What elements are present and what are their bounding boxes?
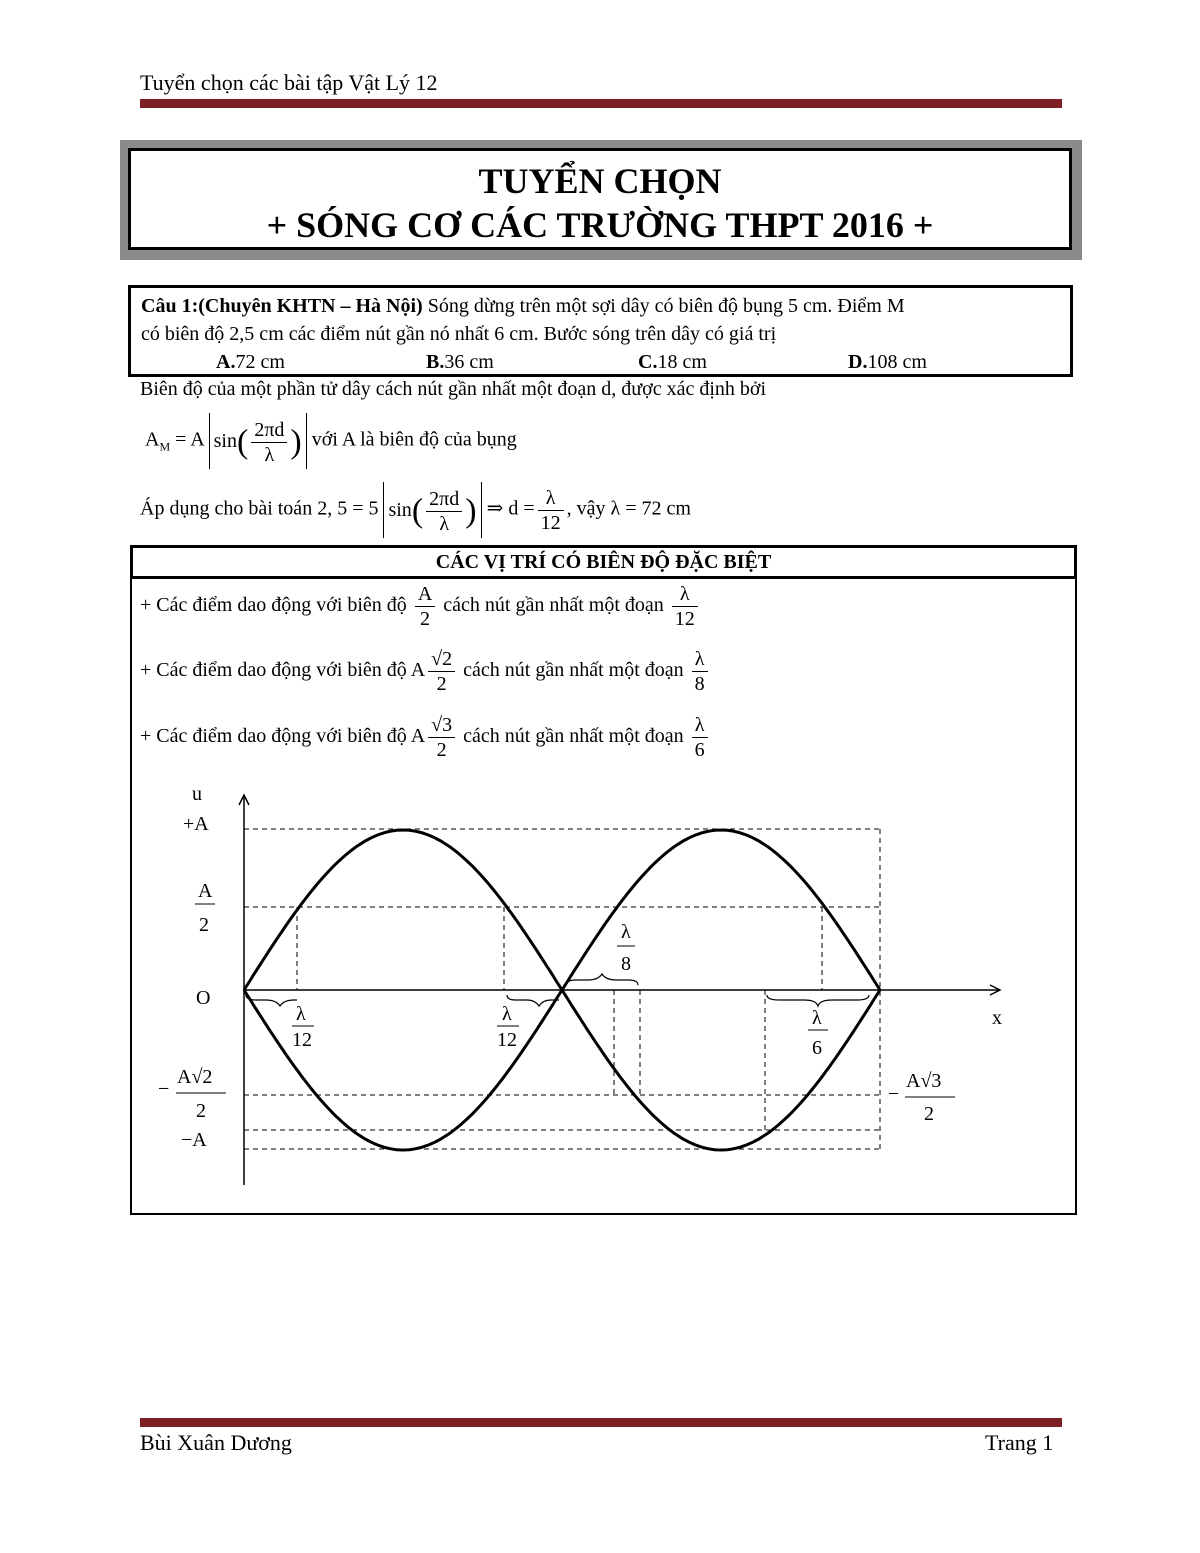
label-neg-sqrt3-num: A√3 [906, 1070, 942, 1092]
label-plus-a: +A [183, 813, 209, 835]
footer-rule [140, 1418, 1062, 1427]
lambda-8: λ [621, 921, 631, 943]
lambda-6: λ [812, 1007, 822, 1029]
twelve-mid: 12 [497, 1029, 517, 1051]
special-item-3: + Các điểm dao động với biên độ A $\frac{√3}{2}$ cách nút gần nhất một đoạn $\frac{\lambda}{6}$ [140, 713, 711, 762]
lambda-mid: λ [502, 1003, 512, 1025]
label-minus-sign-2: − [888, 1083, 900, 1105]
axis-x-label: x [992, 1007, 1002, 1029]
eight: 8 [621, 953, 631, 975]
solution-line-1: Biên độ của một phần tử dây cách nút gần nhất một đoạn d, được xác định bởi [140, 378, 767, 400]
axis-u-label: u [192, 783, 202, 805]
option-c: C.18 cm [638, 351, 707, 373]
label-minus-sign-1: − [158, 1078, 170, 1100]
label-neg-sqrt2-num: A√2 [177, 1066, 213, 1088]
lambda-left: λ [296, 1003, 306, 1025]
option-d: D.108 cm [848, 351, 927, 373]
origin-label: O [196, 987, 211, 1009]
brace-lambda-6 [767, 995, 869, 1006]
label-neg-sqrt3-den: 2 [924, 1103, 934, 1125]
title-line-2: + SÓNG CƠ CÁC TRƯỜNG THPT 2016 + [266, 205, 934, 245]
label-half-a-num: A [198, 880, 213, 902]
footer-page: Trang 1 [985, 1430, 1054, 1455]
solution-apply: Áp dụng cho bài toán 2, 5 = 5 sin( $\frac{2\pi d}{\lambda}$ ) ⇒ d = $\frac{\lambda}{12}$ , vậy λ = 72 cm [140, 482, 691, 538]
brace-lambda-8 [566, 974, 638, 985]
question-text-2: có biên độ 2,5 cm các điểm nút gần nó nhất 6 cm. Bước sóng trên dây có giá trị [141, 323, 777, 345]
six: 6 [812, 1037, 822, 1059]
special-heading: CÁC VỊ TRÍ CÓ BIÊN ĐỘ ĐẶC BIỆT [130, 545, 1077, 579]
footer-author: Bùi Xuân Dương [140, 1430, 292, 1455]
option-a: A.72 cm [216, 351, 285, 373]
page-header-text: Tuyển chọn các bài tập Vật Lý 12 [140, 70, 438, 95]
special-item-2: + Các điểm dao động với biên độ A $\frac{√2}{2}$ cách nút gần nhất một đoạn $\frac{\lambda}{8}$ [140, 647, 711, 696]
option-b: B.36 cm [426, 351, 494, 373]
solution-formula: $A_M = A$ sin( $\frac{2\pi d}{\lambda}$ ) với A là biên độ của bụng [145, 413, 517, 469]
label-half-a-den: 2 [199, 914, 209, 936]
label-minus-a: −A [181, 1129, 207, 1151]
question-label: Câu 1:(Chuyên KHTN – Hà Nội) [141, 295, 423, 317]
special-item-1: + Các điểm dao động với biên độ $\frac{A}{2}$ cách nút gần nhất một đoạn $\frac{\lambda}{12}$ [140, 582, 701, 631]
twelve-left: 12 [292, 1029, 312, 1051]
label-neg-sqrt2-den: 2 [196, 1100, 206, 1122]
title-line-1: TUYỂN CHỌN [478, 161, 722, 201]
question-text-1: Sóng dừng trên một sợi dây có biên độ bụng 5 cm. Điểm M [422, 295, 905, 317]
